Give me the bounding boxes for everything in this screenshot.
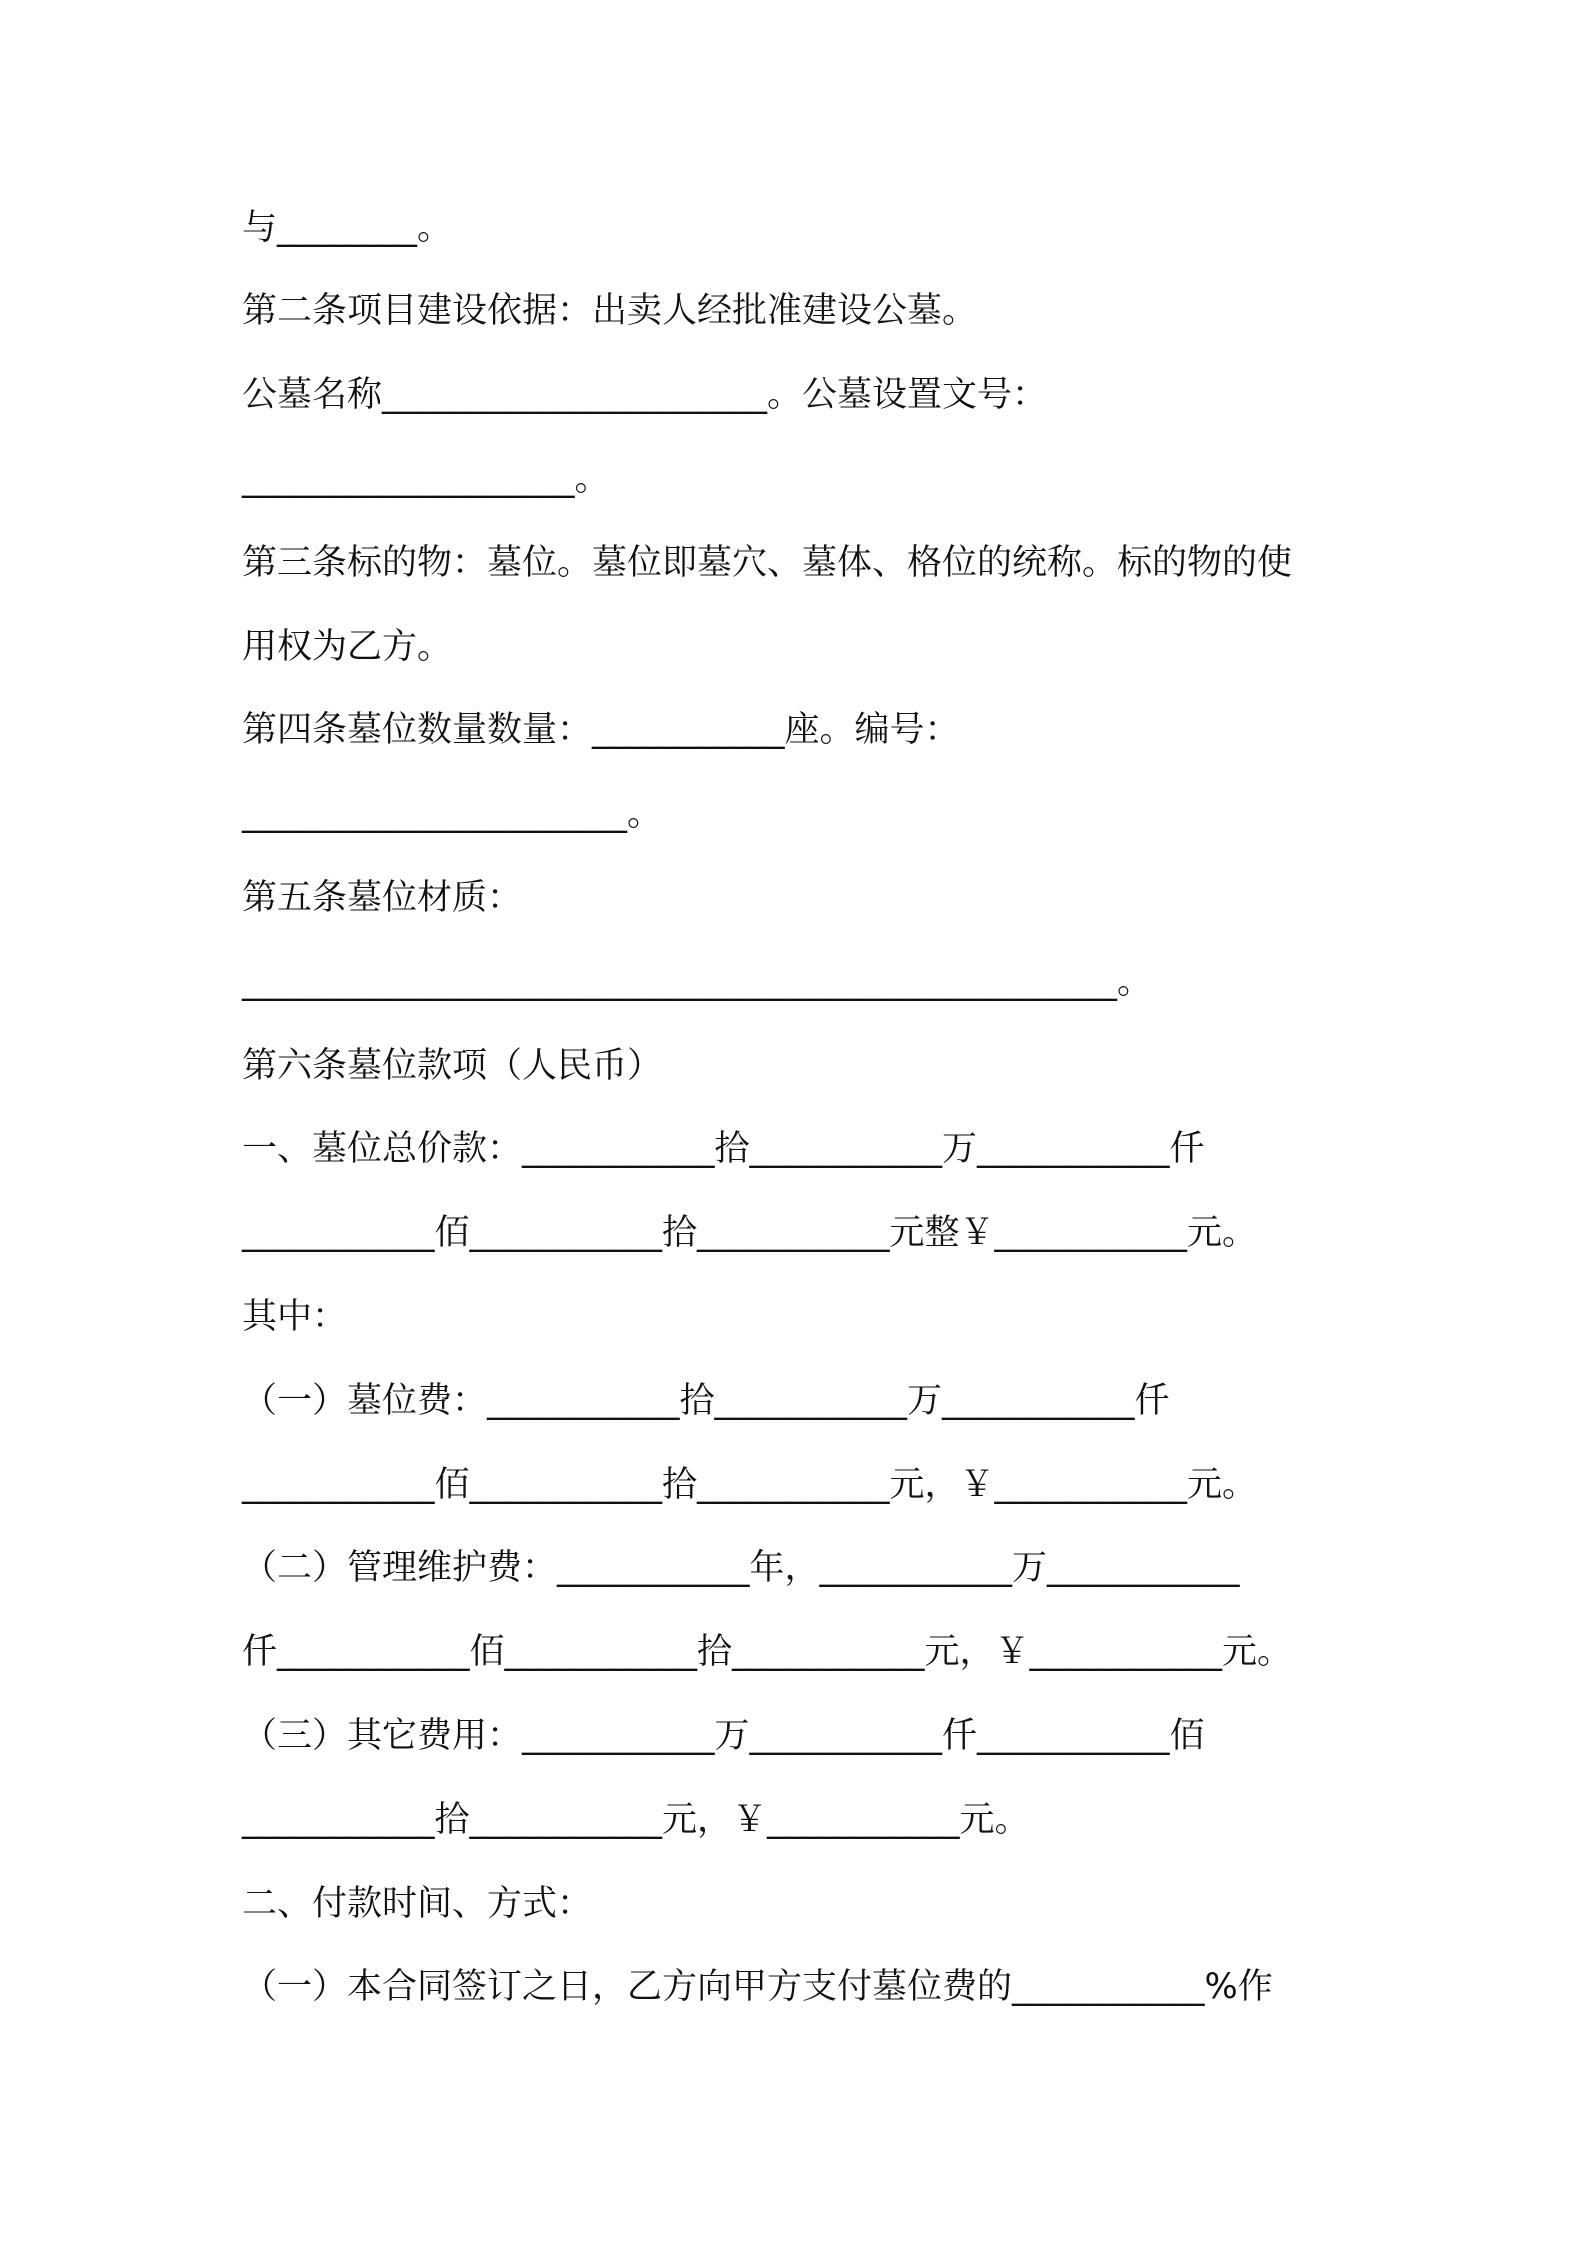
- text-line-10: __________________________________________________。: [242, 962, 1153, 1002]
- text-line-20: ___________拾___________元，￥___________元。: [242, 1800, 1030, 1840]
- text-line-11: 第六条墓位款项（人民币）: [242, 1046, 663, 1086]
- text-line-15: （一）墓位费：___________拾___________万___________仟: [242, 1381, 1170, 1421]
- text-line-2: 第二条项目建设依据：出卖人经批准建设公墓。: [242, 291, 978, 331]
- text-line-9: 第五条墓位材质：: [242, 878, 523, 918]
- text-line-18: 仟___________佰___________拾___________元，￥___________元。: [242, 1632, 1293, 1672]
- text-line-16: ___________佰___________拾___________元，￥___________元。: [242, 1465, 1258, 1505]
- text-line-13: ___________佰___________拾___________元整￥___________元。: [242, 1213, 1258, 1253]
- text-line-6: 用权为乙方。: [242, 627, 453, 667]
- text-line-17: （二）管理维护费：___________年，___________万___________: [242, 1548, 1240, 1588]
- text-line-5: 第三条标的物：墓位。墓位即墓穴、墓体、格位的统称。标的物的使: [242, 543, 1293, 583]
- text-line-22: （一）本合同签订之日，乙方向甲方支付墓位费的___________%作: [242, 1967, 1273, 2007]
- text-line-1: 与________。: [242, 208, 453, 248]
- text-line-3: 公墓名称______________________。公墓设置文号：: [242, 375, 1048, 415]
- text-line-7: 第四条墓位数量数量：___________座。编号：: [242, 710, 960, 750]
- text-line-21: 二、付款时间、方式：: [242, 1884, 593, 1924]
- text-line-4: ___________________。: [242, 459, 610, 499]
- text-line-8: ______________________。: [242, 794, 663, 834]
- text-line-19: （三）其它费用：___________万___________仟___________佰: [242, 1716, 1205, 1756]
- text-line-12: 一、墓位总价款：___________拾___________万___________仟: [242, 1129, 1205, 1169]
- text-line-14: 其中：: [242, 1297, 348, 1337]
